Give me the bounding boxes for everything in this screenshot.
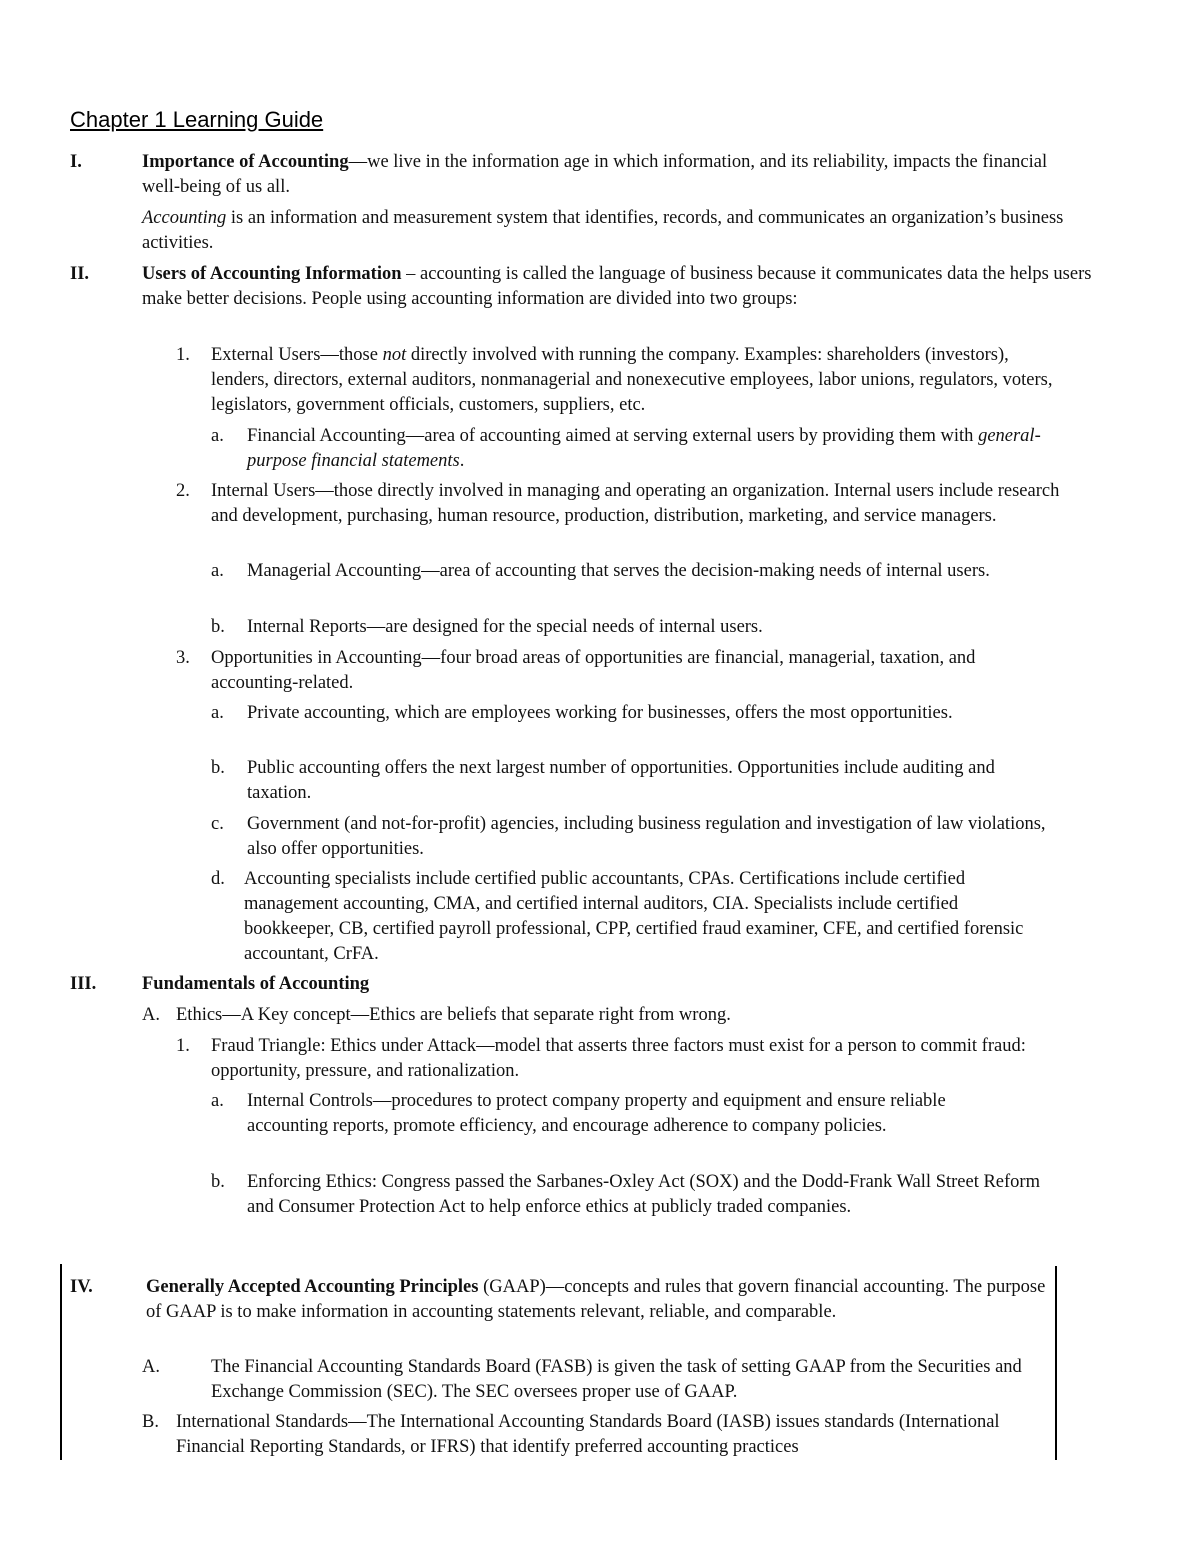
- enforcing-ethics-item: Enforcing Ethics: Congress passed the Sarbanes-Oxley Act (SOX) and the Dodd-Frank Wall Street Reform and Consumer Protection Act to help enforce ethics at publicly traded companies.: [247, 1172, 1040, 1217]
- fraud-triangle-item: Fraud Triangle: Ethics under Attack—model that asserts three factors must exist for a person to commit fraud: opportunity, pressure, and rationalization.: [211, 1036, 1026, 1081]
- fasb-item: The Financial Accounting Standards Board (FASB) is given the task of setting GAAP from the Securities and Exchange Commission (SEC). The SEC oversees proper use of GAAP.: [211, 1357, 1022, 1402]
- private-accounting-item: Private accounting, which are employees working for businesses, offers the most opportunities.: [247, 703, 953, 723]
- section-1-number: I.: [70, 152, 82, 172]
- change-bar-right: [1055, 1266, 1057, 1460]
- section-2-number: II.: [70, 264, 90, 284]
- government-item: Government (and not-for-profit) agencies, including business regulation and investigation of law violations, also offer opportunities.: [247, 814, 1046, 859]
- international-standards-item: International Standards—The International Accounting Standards Board (IASB) issues standards (International Financial Reporting Standards, or IFRS) that identify preferred accounting practices: [176, 1412, 1000, 1457]
- list-item-letter: b.: [211, 617, 225, 637]
- accounting-term: Accounting: [142, 208, 227, 228]
- managerial-accounting-item: Managerial Accounting—area of accounting that serves the decision-making needs of internal users.: [247, 561, 990, 581]
- list-item-letter: a.: [211, 561, 224, 581]
- section-3-heading: [142, 972, 1042, 997]
- section-3-number: III.: [70, 974, 97, 994]
- list-item-letter: A.: [142, 1357, 160, 1377]
- section-1-title: Importance of Accounting: [142, 152, 349, 172]
- financial-accounting-item: Financial Accounting—area of accounting aimed at serving external users by providing them with general-purpose financial statements.: [247, 426, 1041, 471]
- section-4-number: IV.: [70, 1277, 93, 1297]
- public-accounting-item: Public accounting offers the next largest number of opportunities. Opportunities include auditing and taxation.: [247, 758, 995, 803]
- opportunities-item: Opportunities in Accounting—four broad areas of opportunities are financial, managerial, taxation, and accounting-related.: [211, 648, 976, 693]
- ethics-item: Ethics—A Key concept—Ethics are beliefs that separate right from wrong.: [176, 1005, 731, 1025]
- section-2-text: – accounting is called the language of business because it communicates data the helps users make better decisions. People using accounting information are divided into two groups:: [142, 264, 1092, 309]
- accounting-specialists-item: Accounting specialists include certified public accountants, CPAs. Certifications include certified management accounting, CMA, and certified internal auditors, CIA. Specialists include certified bookkeeper, CB, certified payroll professional, CPP, certified fraud examiner, CFE, and certified forensic accountant, CrFA.: [244, 869, 1024, 964]
- section-4-heading: [146, 1275, 1046, 1325]
- accounting-definition: [142, 206, 1082, 256]
- list-item-letter: b.: [211, 1172, 225, 1192]
- internal-controls-item: Internal Controls—procedures to protect company property and equipment and ensure reliable accounting reports, promote efficiency, and encourage adherence to company policies.: [247, 1091, 946, 1136]
- external-users-item: External Users—those not directly involved with running the company. Examples: shareholders (investors), lenders, directors, external auditors, nonmanagerial and nonexecutive employees, labor unions, regulators, voters, legislators, government officials, customers, suppliers, etc.: [211, 345, 1053, 415]
- internal-users-item: Internal Users—those directly involved in managing and operating an organization. Internal users include research and development, purchasing, human resource, production, distribution, marketing, and service managers.: [211, 481, 1060, 526]
- list-item-number: 1.: [176, 1036, 190, 1056]
- list-item-letter: c.: [211, 814, 224, 834]
- section-1-heading: [142, 150, 1082, 200]
- list-item-number: 3.: [176, 648, 190, 668]
- list-item-letter: a.: [211, 1091, 224, 1111]
- internal-reports-item: Internal Reports—are designed for the special needs of internal users.: [247, 617, 763, 637]
- list-item-number: 2.: [176, 481, 190, 501]
- section-3-title: Fundamentals of Accounting: [142, 974, 370, 994]
- list-item-letter: b.: [211, 758, 225, 778]
- change-bar-left: [60, 1264, 62, 1460]
- section-2-title: Users of Accounting Information: [142, 264, 402, 284]
- list-item-letter: a.: [211, 426, 224, 446]
- section-2-heading: [142, 262, 1092, 312]
- list-item-letter: d.: [211, 869, 225, 889]
- gp-financial-statements: general-purpose financial statements: [247, 426, 1041, 471]
- list-item-letter: A.: [142, 1005, 160, 1025]
- accounting-definition-text: is an information and measurement system that identifies, records, and communicates an organization’s business activities.: [142, 208, 1064, 253]
- list-item-letter: a.: [211, 703, 224, 723]
- section-4-text: (GAAP)—concepts and rules that govern financial accounting. The purpose of GAAP is to make information in accounting statements relevant, reliable, and comparable.: [146, 1277, 1046, 1322]
- page-title: Chapter 1 Learning Guide: [70, 107, 324, 132]
- list-item-number: 1.: [176, 345, 190, 365]
- list-item-letter: B.: [142, 1412, 159, 1432]
- section-4-title: Generally Accepted Accounting Principles: [146, 1277, 479, 1297]
- section-1-text: —we live in the information age in which information, and its reliability, impacts the financial well-being of us all.: [142, 152, 1048, 197]
- emphasis-not: not: [382, 345, 407, 365]
